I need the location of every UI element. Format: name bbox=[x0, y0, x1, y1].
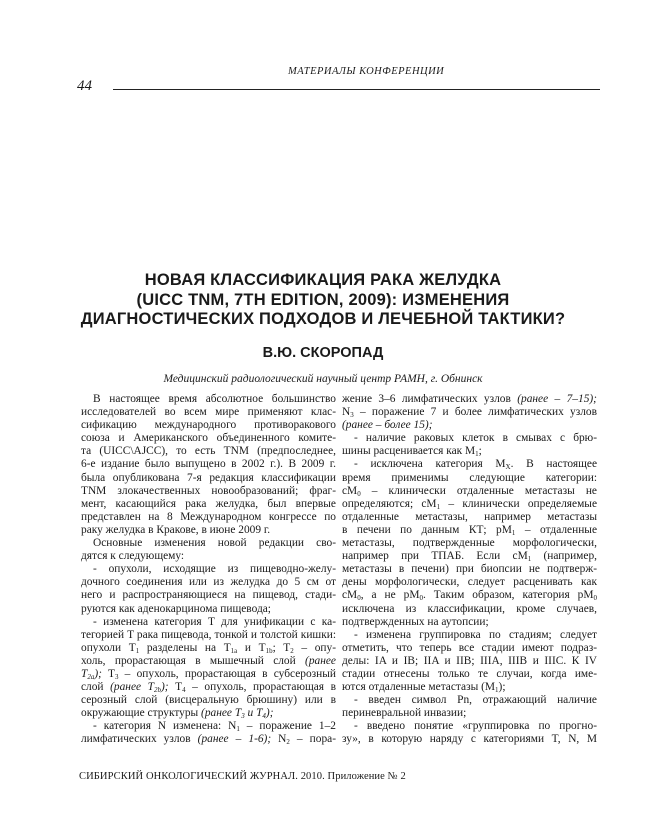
text-run: слой bbox=[81, 681, 111, 694]
text-run: ; T bbox=[272, 641, 291, 654]
text-line: время применимы следующие категории: bbox=[342, 471, 597, 484]
subscript: 0 bbox=[357, 489, 361, 498]
text-line: - введено понятие «группировка по прогно- bbox=[354, 720, 597, 733]
text-run: – поражение 1–2 bbox=[239, 720, 336, 733]
text-run: – опухоль, прорастающая в субсерозный bbox=[118, 667, 336, 680]
text-line: исключена из классификации, кроме случаев, bbox=[342, 602, 597, 615]
text-run: N bbox=[342, 406, 351, 419]
subscript: 0 bbox=[419, 594, 423, 603]
subscript: 1 bbox=[495, 686, 499, 695]
title-line-2: (UICC TNM, 7TH EDITION, 2009): ИЗМЕНЕНИЯ bbox=[136, 290, 510, 309]
author-name: В.Ю. СКОРОПАД bbox=[262, 345, 384, 361]
text-run: – клинически отдаленные метастазы не bbox=[360, 484, 597, 497]
text-run-italic: (ранее T bbox=[110, 681, 154, 694]
title-line-3: ДИАГНОСТИЧЕСКИХ ПОДХОДОВ И ЛЕЧЕБНОЙ ТАКТИКИ? bbox=[80, 310, 566, 328]
text-line: делы: IA и IB; IIA и IIB; IIIA, IIIB и IIIC. К IV bbox=[342, 654, 597, 667]
text-run: cM bbox=[342, 589, 358, 602]
text-run: разделены на T bbox=[139, 641, 231, 654]
text-line: - изменена категория T для унификации с ка- bbox=[93, 615, 336, 628]
text-line bbox=[342, 419, 597, 432]
subscript: X bbox=[505, 463, 511, 472]
text-line: - изменена группировка по стадиям; следует bbox=[354, 628, 597, 641]
text-line bbox=[81, 655, 336, 668]
text-run-italic: (ранее bbox=[305, 654, 336, 667]
text-line: тегорией T рака пищевода, тонкой и толстой кишки: bbox=[81, 628, 336, 641]
text-run: . Таким образом, категория pM bbox=[422, 589, 594, 602]
subscript: 3 bbox=[114, 672, 119, 681]
author-affiliation: Медицинский радиологический научный центр РАМН, г. Обнинск bbox=[163, 373, 483, 385]
subscript: 0 bbox=[357, 594, 361, 603]
subscript: 0 bbox=[593, 594, 598, 603]
text-run: и T bbox=[237, 641, 266, 654]
text-run: , а не pM bbox=[360, 589, 420, 602]
text-line: дятся к следующему: bbox=[81, 550, 185, 563]
text-run: cM bbox=[342, 484, 358, 497]
text-run: ; bbox=[478, 445, 482, 458]
text-line: та (UICC\AJCC), то есть TNM (предпоследнее, bbox=[81, 445, 336, 458]
subscript: 1 bbox=[236, 725, 240, 734]
text-run-italic: ); bbox=[160, 681, 169, 694]
subscript: 1b bbox=[265, 646, 273, 655]
text-run: в печени по данным КТ; pM bbox=[342, 523, 512, 536]
journal-footer: СИБИРСКИЙ ОНКОЛОГИЧЕСКИЙ ЖУРНАЛ. 2010. Приложение № 2 bbox=[79, 771, 406, 782]
text-run-italic: ); bbox=[94, 667, 102, 680]
text-line: руются как аденокарцинома пищевода; bbox=[81, 602, 271, 615]
text-line bbox=[81, 681, 336, 694]
text-run: холь, прорастающая в мышечный слой bbox=[81, 654, 306, 667]
subscript: 2 bbox=[286, 738, 290, 747]
subscript: 2a bbox=[87, 672, 95, 681]
text-line: - введен символ Pn, отражающий наличие bbox=[354, 694, 597, 707]
text-line: отдаленные метастазы, например метастазы bbox=[342, 510, 597, 523]
subscript: 3 bbox=[350, 411, 354, 420]
text-run-italic: ); bbox=[265, 707, 274, 720]
text-line: мент, касающийся рака желудка, был впервые bbox=[81, 497, 336, 510]
text-run-italic: (ранее – 1-6); bbox=[197, 733, 272, 746]
header-rule bbox=[113, 89, 600, 90]
subscript: 1 bbox=[527, 555, 532, 564]
text-run-italic: и T bbox=[244, 707, 263, 720]
title-line-1: НОВАЯ КЛАССИФИКАЦИЯ РАКА ЖЕЛУДКА bbox=[144, 271, 502, 289]
running-title: МАТЕРИАЛЫ КОНФЕРЕНЦИИ bbox=[288, 66, 445, 77]
text-line bbox=[342, 589, 597, 602]
text-line: периневральной инвазии; bbox=[342, 707, 467, 720]
text-line bbox=[342, 485, 597, 498]
text-line bbox=[81, 642, 336, 655]
text-column-left bbox=[81, 393, 336, 747]
text-line: дочного соединения или из желудка до 5 см от bbox=[81, 576, 336, 589]
text-run: T bbox=[101, 667, 115, 680]
text-run: – отдаленные bbox=[515, 523, 597, 536]
text-line bbox=[342, 445, 597, 458]
text-line bbox=[81, 668, 336, 681]
text-run: ); bbox=[498, 681, 506, 694]
article-title bbox=[60, 271, 586, 330]
page-number: 44 bbox=[77, 78, 92, 94]
text-line: отметить, что теперь все стадии имеют подраз- bbox=[342, 641, 597, 654]
text-line: представлен на 8 Международном конгрессе по bbox=[81, 510, 336, 523]
text-run: – опухоль, прорастающая в bbox=[185, 681, 336, 694]
text-line: сификацию международного противоракового bbox=[81, 419, 336, 432]
text-run: шины расценивается как M bbox=[342, 445, 476, 458]
text-column-right bbox=[342, 393, 597, 747]
subscript: 2b bbox=[153, 686, 161, 695]
text-run: – клинически определяемые bbox=[440, 497, 598, 510]
text-line: серозный слой (висцеральную брюшину) или в bbox=[81, 694, 336, 707]
text-line: - опухоли, исходящие из пищеводно-желу- bbox=[93, 563, 336, 576]
text-run: – пора- bbox=[289, 733, 336, 746]
text-run: лимфатических узлов bbox=[81, 733, 198, 746]
text-line bbox=[342, 458, 597, 471]
text-line: Основные изменения новой редакции сво- bbox=[93, 537, 336, 550]
subscript: 3 bbox=[241, 712, 245, 721]
text-run: - категория N изменена: N bbox=[93, 720, 237, 733]
text-run: – опу- bbox=[293, 641, 337, 654]
text-line bbox=[81, 733, 336, 746]
text-line bbox=[342, 406, 597, 419]
text-run: жение 3–6 лимфатических узлов bbox=[342, 393, 518, 405]
text-run: – поражение 7 и более лимфатических узлов bbox=[353, 406, 597, 419]
text-run-italic: T bbox=[81, 667, 88, 680]
text-line: TNM злокачественных новообразований; фраг- bbox=[81, 484, 336, 497]
text-run: определяются; cM bbox=[342, 497, 437, 510]
subscript: 4 bbox=[262, 712, 266, 721]
text-line: стадии отнесены только те случаи, когда име- bbox=[342, 667, 597, 680]
subscript: 1 bbox=[511, 528, 516, 537]
text-line bbox=[81, 720, 336, 733]
text-line bbox=[342, 550, 597, 563]
text-line: В настоящее время абсолютное большинство bbox=[93, 393, 336, 405]
text-run-italic: (ранее T bbox=[201, 707, 242, 720]
text-run-italic: (ранее – 7–15); bbox=[517, 393, 597, 405]
text-line bbox=[81, 707, 336, 720]
text-line: исследователей во всем мире применяют клас- bbox=[81, 406, 336, 419]
text-line: подтвержденных на аутопсии; bbox=[342, 615, 489, 628]
text-line bbox=[342, 393, 597, 406]
text-run: опухоли T bbox=[81, 641, 136, 654]
subscript: 1a bbox=[230, 646, 238, 655]
text-line: была опубликована 7-я редакция классификации bbox=[81, 471, 336, 484]
text-line: раку желудка в Кракове, в июне 2009 г. bbox=[81, 523, 271, 536]
text-run: ются отдаленные метастазы (M bbox=[342, 681, 496, 694]
text-line bbox=[342, 681, 597, 694]
text-line bbox=[342, 498, 597, 511]
text-run: например при ТПАБ. Если cM bbox=[342, 550, 528, 563]
text-run: окружающие структуры bbox=[81, 707, 202, 720]
subscript: 1 bbox=[475, 450, 479, 459]
text-run: . В настоящее bbox=[510, 458, 597, 471]
text-line: 6-е издание было выпущено в 2002 г.). В 2009 г. bbox=[81, 458, 336, 471]
text-line: зу», в которую наряду с категориями T, N, M bbox=[342, 733, 597, 746]
text-line: метастазы в печени) при биопсии не подтверж- bbox=[342, 563, 597, 576]
text-run: N bbox=[271, 733, 287, 746]
text-run-italic: (ранее – более 15); bbox=[342, 419, 433, 432]
text-line: дены морфологически, следует расценивать как bbox=[342, 576, 597, 589]
text-line: - наличие раковых клеток в смывах с брю- bbox=[354, 432, 597, 445]
subscript: 1 bbox=[135, 646, 140, 655]
subscript: 1 bbox=[436, 502, 441, 511]
text-line bbox=[342, 524, 597, 537]
text-line: него и распространяющиеся на пищевод, стади- bbox=[81, 589, 336, 602]
text-line: союза и Американского объединенного комите- bbox=[81, 432, 336, 445]
text-run: T bbox=[168, 681, 183, 694]
subscript: 2 bbox=[290, 646, 294, 655]
subscript: 4 bbox=[182, 686, 186, 695]
text-line: метастазы, подтвержденные морфологически, bbox=[342, 537, 597, 550]
text-run: (например, bbox=[531, 550, 597, 563]
text-run: - исключена категория M bbox=[354, 458, 506, 471]
